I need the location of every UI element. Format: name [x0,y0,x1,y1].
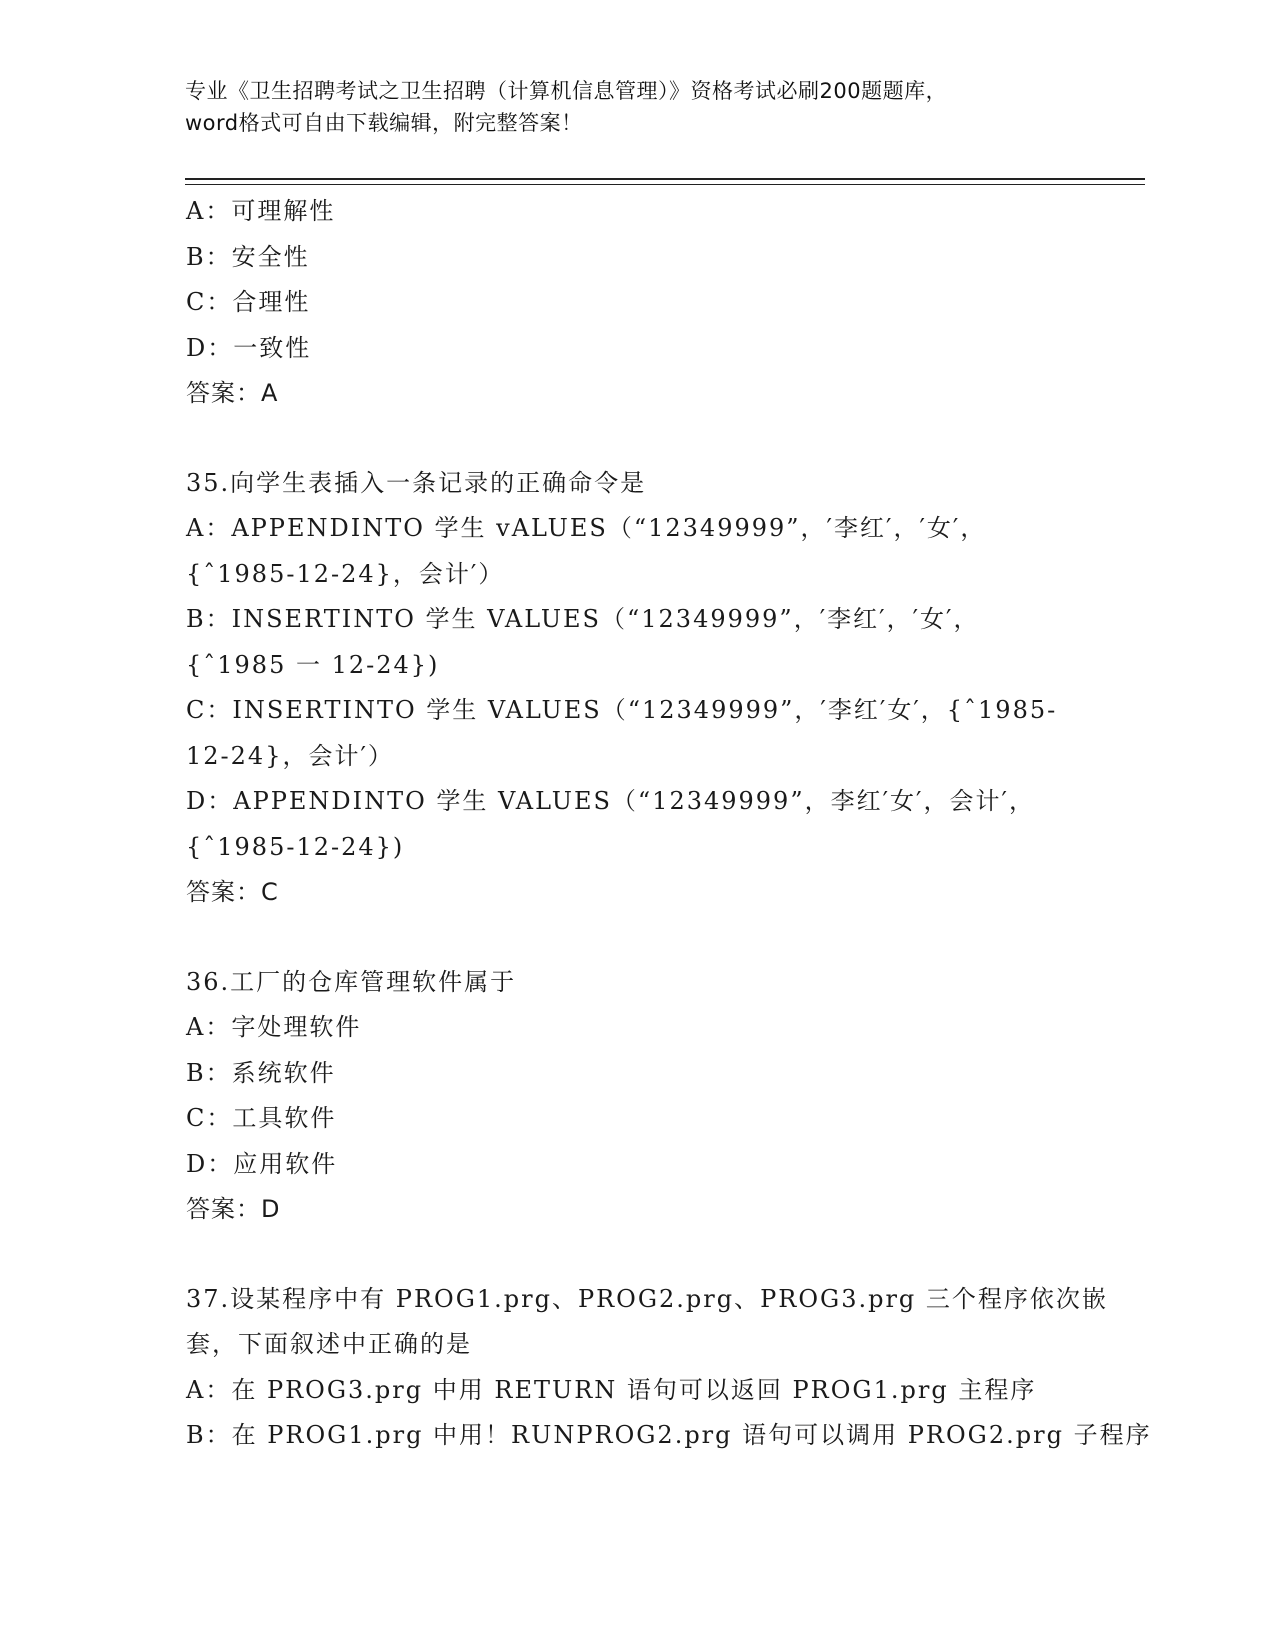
option-line: A：字处理软件 [186,1013,362,1041]
option-line: C：INSERTINTO 学生 VALUES（“12349999”，′李红′女′，{ˆ1985- [186,696,1058,724]
question-stem: 36.工厂的仓库管理软件属于 [186,967,517,996]
question-stem: 35.向学生表插入一条记录的正确命令是 [186,468,647,497]
option-line: {ˆ1985-12-24}，会计′） [186,559,505,588]
question-block [186,461,1106,916]
option-line: {ˆ1985-12-24}) [186,832,405,861]
question-spacer [186,916,1106,960]
option-line: D：APPENDINTO 学生 VALUES（“12349999”，李红′女′，会计′， [186,787,1035,815]
question-stem: 套，下面叙述中正确的是 [186,1330,472,1358]
option-line: A：在 PROG3.prg 中用 RETURN 语句可以返回 PROG1.prg 主程序 [186,1375,1037,1404]
option-line: A：可理解性 [186,197,336,225]
option-line: B：在 PROG1.prg 中用！RUNPROG2.prg 语句可以调用 PROG2.prg 子程序 [186,1421,1152,1449]
header-divider-thick [185,178,1145,180]
option-line: B：系统软件 [186,1058,336,1087]
option-line: D：应用软件 [186,1149,338,1178]
option-line: 12-24}，会计′） [186,741,394,770]
question-spacer [186,1233,1106,1277]
option-line: B：安全性 [186,242,310,271]
option-line: B：INSERTINTO 学生 VALUES（“12349999”，′李红′，′女′， [186,605,980,633]
question-block [186,189,1106,417]
document-header [185,75,1085,139]
question-list [186,189,1152,1459]
answer-line: 答案：C [186,878,279,906]
header-title-line-1: 专业《卫生招聘考试之卫生招聘（计算机信息管理）》资格考试必刷200题题库， [185,79,948,103]
option-line: D：一致性 [186,333,312,362]
answer-line: 答案：D [186,1195,281,1223]
option-line: C：工具软件 [186,1104,337,1132]
header-title-line-2: word格式可自由下载编辑，附完整答案！ [185,111,583,135]
answer-line: 答案：A [186,379,279,407]
option-line: {ˆ1985 一 12-24}) [186,650,440,679]
question-spacer [186,417,1106,461]
question-stem: 37.设某程序中有 PROG1.prg、PROG2.prg、PROG3.prg 三个程序依次嵌 [186,1284,1108,1313]
question-block [186,1277,1152,1459]
option-line: C：合理性 [186,288,311,316]
question-block [186,960,1106,1233]
header-divider-thin [185,184,1145,185]
option-line: A：APPENDINTO 学生 vALUES（“12349999”，′李红′，′女′， [186,514,987,542]
